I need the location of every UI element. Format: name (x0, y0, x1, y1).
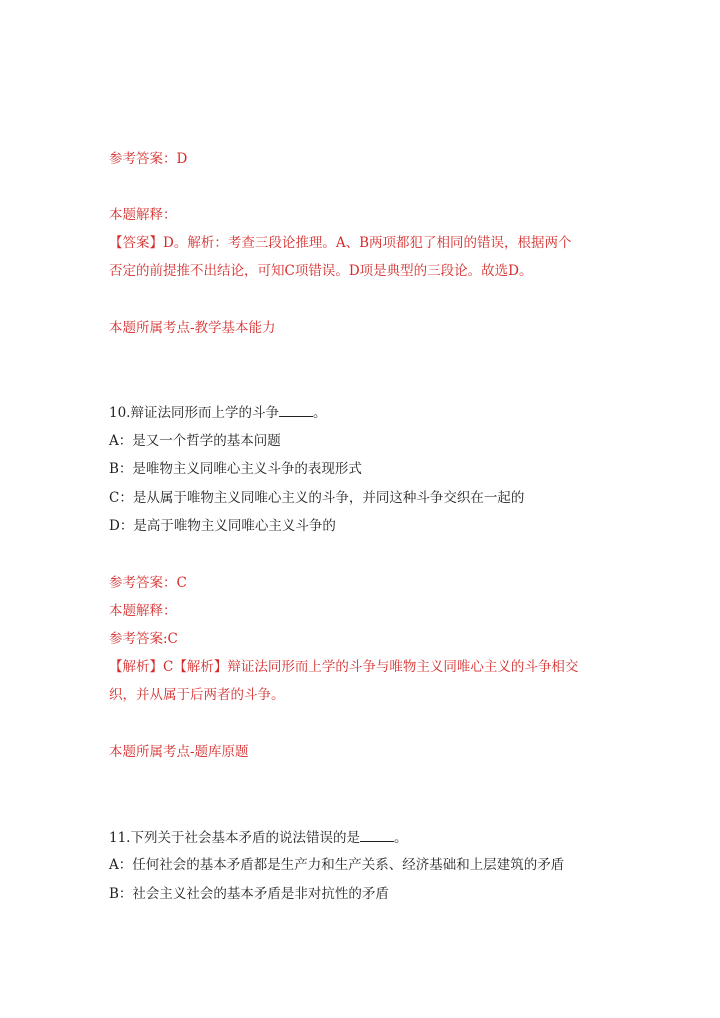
q11-stem-text: 11.下列关于社会基本矛盾的说法错误的是 (109, 830, 360, 846)
q11-stem-end: 。 (393, 830, 408, 846)
q10-explain-line2: 织，并从属于后两者的斗争。 (109, 687, 285, 703)
q10-category: 本题所属考点-题库原题 (109, 744, 249, 760)
q10-option-a: A：是又一个哲学的基本问题 (109, 433, 281, 449)
q10-stem-end: 。 (312, 405, 327, 421)
q9-explain-label: 本题解释： (109, 207, 177, 223)
q9-category: 本题所属考点-教学基本能力 (109, 320, 276, 336)
q11-option-b: B：社会主义社会的基本矛盾是非对抗性的矛盾 (109, 886, 389, 902)
q9-explain-line2: 否定的前提推不出结论，可知C项错误。D项是典型的三段论。故选D。 (109, 263, 533, 279)
q10-option-c: C：是从属于唯物主义同唯心主义的斗争，并同这种斗争交织在一起的 (109, 490, 525, 506)
q10-option-b: B：是唯物主义同唯心主义斗争的表现形式 (109, 461, 362, 477)
q11-stem (109, 828, 407, 847)
q10-explain-label: 本题解释： (109, 603, 177, 619)
q9-explain-line1: 【答案】D。解析：考查三段论推理。A、B两项都犯了相同的错误，根据两个 (109, 235, 572, 251)
q9-answer: 参考答案：D (109, 151, 188, 167)
answer-blank (360, 828, 394, 842)
q10-explain-line1: 【解析】C【解析】辩证法同形而上学的斗争与唯物主义同唯心主义的斗争相交 (109, 659, 579, 675)
q10-option-d: D：是高于唯物主义同唯心主义斗争的 (109, 518, 336, 534)
q10-stem (109, 403, 326, 422)
q10-answer2: 参考答案:C (109, 631, 178, 647)
q10-answer: 参考答案：C (109, 575, 187, 591)
q10-stem-text: 10.辩证法同形而上学的斗争 (109, 405, 279, 421)
q11-option-a: A：任何社会的基本矛盾都是生产力和生产关系、经济基础和上层建筑的矛盾 (109, 857, 565, 873)
answer-blank (279, 403, 313, 417)
